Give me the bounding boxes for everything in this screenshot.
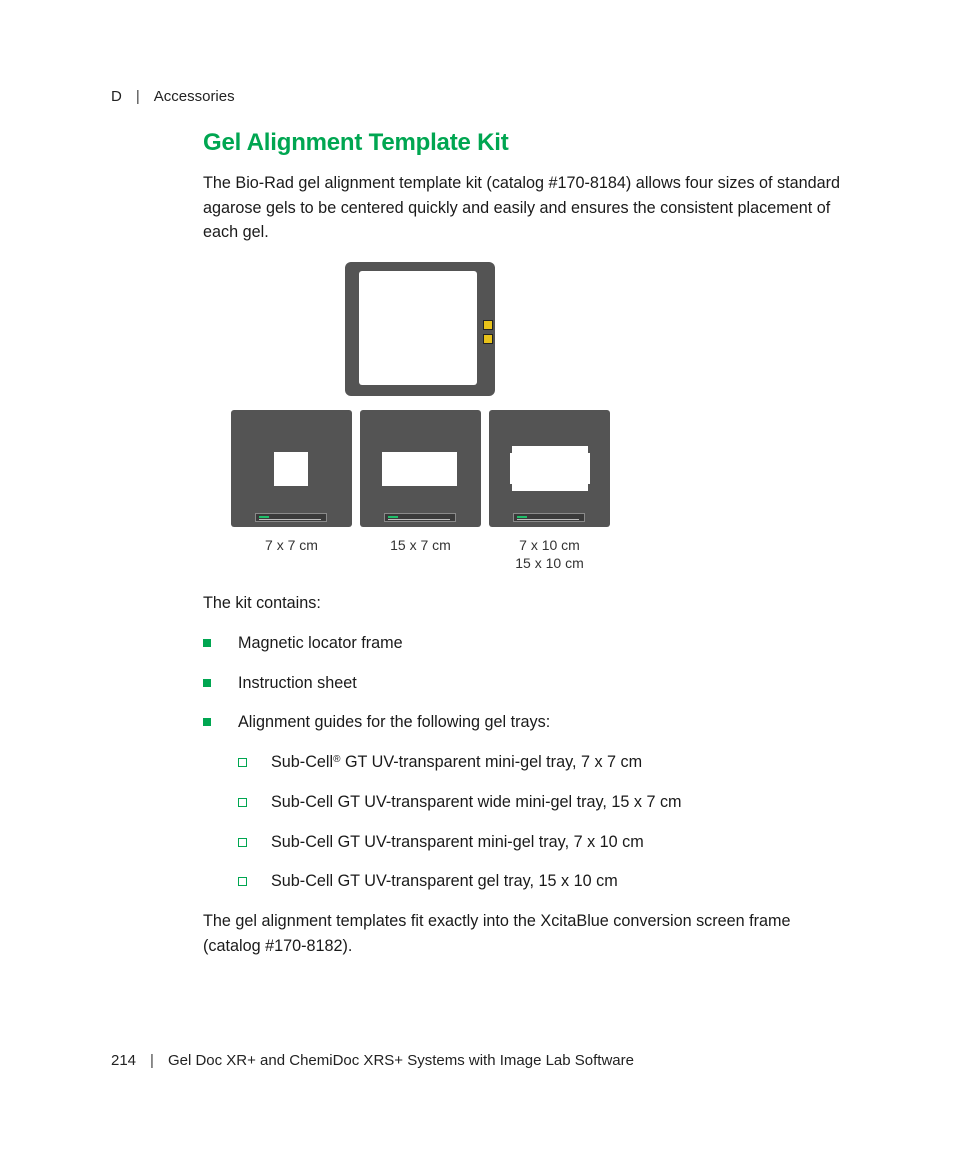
template-cutout (512, 446, 588, 491)
page-title: Gel Alignment Template Kit (203, 129, 509, 156)
list-item-text: Magnetic locator frame (238, 634, 403, 652)
running-header (111, 88, 235, 105)
warning-icon (483, 320, 493, 330)
template-label-strip (513, 513, 585, 522)
intro-paragraph: The Bio-Rad gel alignment template kit (catalog #170-8184) allows four sizes of standard agarose gels to be centered quickly and easily and ensures the consistent placement of each gel. (203, 174, 841, 241)
bullet-hollow-square-icon (238, 877, 247, 886)
running-footer (111, 1052, 634, 1069)
figure-caption-15x7: 15 x 7 cm (390, 537, 451, 553)
sub-list-item-text: Sub-Cell GT UV-transparent gel tray, 15 x 10 cm (271, 872, 618, 890)
figure-caption-7x10: 7 x 10 cm (519, 537, 580, 553)
footer-separator: | (150, 1052, 154, 1069)
list-item-text: Instruction sheet (238, 674, 357, 692)
template-7x7-illustration (231, 410, 352, 527)
figure-caption-10cm (489, 536, 610, 572)
template-label-strip (384, 513, 456, 522)
sub-list-item-text: Sub-Cell® GT UV-transparent mini-gel tray, 7 x 7 cm (271, 753, 643, 771)
bullet-square-icon (203, 639, 211, 647)
bullet-square-icon (203, 718, 211, 726)
template-cutout (382, 452, 457, 486)
template-label-strip (255, 513, 327, 522)
outro-paragraph: The gel alignment templates fit exactly into the XcitaBlue conversion screen frame (catalog #170-8182). (203, 912, 791, 955)
list-item-text: Alignment guides for the following gel trays: (238, 713, 551, 731)
figure-caption-7x7: 7 x 7 cm (265, 537, 318, 553)
bullet-hollow-square-icon (238, 838, 247, 847)
kit-intro: The kit contains: (203, 594, 321, 612)
template-10cm-illustration (489, 410, 610, 527)
magnetic-frame-illustration (345, 262, 495, 396)
warning-icon (483, 334, 493, 344)
page-number: 214 (111, 1052, 137, 1069)
template-cutout-notch (586, 453, 590, 484)
chapter-name: Accessories (153, 88, 235, 105)
section-letter: D (111, 88, 122, 105)
bullet-hollow-square-icon (238, 758, 247, 767)
sub-list-item-text: Sub-Cell GT UV-transparent wide mini-gel tray, 15 x 7 cm (271, 793, 682, 811)
template-cutout (274, 452, 308, 486)
registered-mark: ® (333, 754, 341, 765)
frame-window (359, 271, 477, 385)
bullet-square-icon (203, 679, 211, 687)
header-separator: | (135, 88, 140, 105)
bullet-hollow-square-icon (238, 798, 247, 807)
template-cutout-notch (510, 453, 514, 484)
sub-list-item-text: Sub-Cell GT UV-transparent mini-gel tray, 7 x 10 cm (271, 833, 644, 851)
template-15x7-illustration (360, 410, 481, 527)
book-title: Gel Doc XR+ and ChemiDoc XRS+ Systems with Image Lab Software (167, 1052, 634, 1069)
figure-caption-15x10: 15 x 10 cm (515, 555, 584, 571)
